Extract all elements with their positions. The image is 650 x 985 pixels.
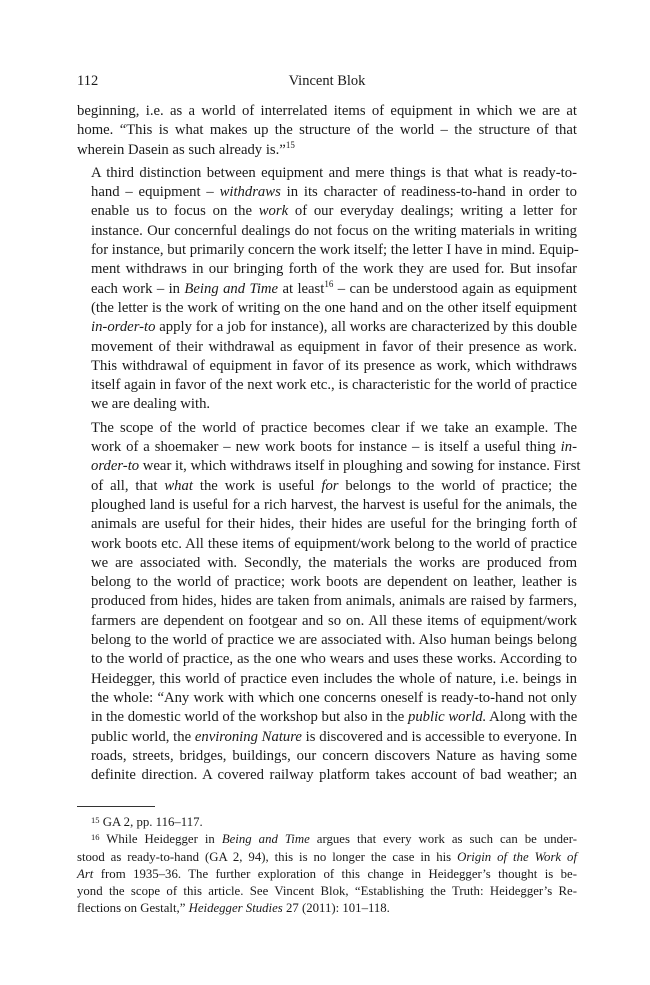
book-title: Art: [77, 866, 94, 881]
text-line: farmers are dependent on footgear and so on. All these items of equipment/work: [91, 612, 577, 629]
text-line: [77, 477, 577, 496]
text-span: apply for a job for instance), all works are characterized by this double: [155, 319, 577, 336]
text-span: in its character of readiness-to-hand in order to: [280, 184, 577, 201]
text-span: wherein Dasein as such already is.”: [77, 141, 286, 158]
text-span: of our everyday dealings; writing a letter for: [288, 203, 577, 220]
text-line: (the letter is the work of writing on the one hand and on the other itself equipment: [91, 299, 577, 316]
text-span: Along with the: [486, 709, 578, 726]
emphasis: what: [164, 477, 193, 494]
page-header: [77, 73, 577, 93]
paragraph-2: [77, 164, 577, 415]
text-line: movement of their withdrawal as equipment in favor of their presence as work.: [91, 338, 577, 355]
paragraph-3: [77, 419, 581, 786]
text-span: enable us to focus on the: [91, 203, 259, 220]
emphasis: order-to: [91, 458, 140, 475]
emphasis: for: [321, 477, 339, 494]
emphasis: environing Nature: [194, 728, 302, 745]
text-span: in the domestic world of the workshop but also in the: [91, 709, 408, 726]
text-span: hand – equipment –: [91, 184, 220, 201]
text-line: [77, 280, 577, 299]
text-span: flections on Gestalt,”: [77, 901, 189, 916]
text-span: stood as ready-to-hand (GA 2, 94), this is no longer the case in his: [77, 849, 458, 864]
text-span: work of a shoemaker – new work boots for instance – is itself a useful thing: [91, 439, 561, 456]
text-line: roads, streets, bridges, buildings, our concern discovers Nature as having some: [91, 747, 577, 764]
book-title: Being and Time: [221, 832, 310, 847]
running-head: Vincent Blok: [288, 73, 366, 89]
text-span: – can be understood again as equipment: [333, 280, 577, 297]
text-line: work boots etc. All these items of equipment/work belong to the world of practice: [91, 535, 577, 552]
text-span: each work – in: [91, 280, 185, 297]
text-line: This withdrawal of equipment in favor of its presence as work, which withdraws: [91, 357, 577, 374]
text-line: yond the scope of this article. See Vincent Blok, “Establishing the Truth: Heidegger’s Re-: [77, 884, 577, 899]
emphasis: in-order-to: [91, 319, 156, 336]
emphasis: work: [258, 203, 289, 220]
text-line: Heidegger, this world of practice even includes the whole of nature, i.e. beings in: [91, 670, 577, 687]
text-line: beginning, i.e. as a world of interrelated items of equipment in which we are at: [77, 103, 577, 119]
text-line: for instance, but primarily concern the work itself; the letter I have in mind. Equip-: [91, 242, 579, 259]
text-line: [77, 708, 577, 727]
book-title: Being and Time: [184, 280, 279, 297]
book-title: Origin of the Work of: [457, 849, 577, 864]
text-line: the whole: “Any work with which one concerns oneself is ready-to-hand not only: [91, 689, 577, 706]
footnote-16: [77, 831, 577, 848]
footnote-number: 16: [91, 832, 100, 843]
journal-title: Heidegger Studies: [188, 901, 283, 916]
footnote-number: 15: [91, 815, 100, 825]
text-span: is discovered and is accessible to everyone. In: [301, 728, 578, 745]
text-span: the work is useful: [192, 477, 322, 494]
text-line: [77, 728, 577, 747]
footnote-text: GA 2, pp. 116–117.: [102, 815, 203, 829]
text-line: home. “This is what makes up the structure of the world – the structure of that: [77, 122, 577, 139]
emphasis: in-: [560, 439, 577, 456]
text-line: we are dealing with.: [91, 396, 211, 413]
paragraph-1: [77, 102, 577, 160]
text-span: public world, the: [91, 728, 195, 745]
text-line: A third distinction between equipment and mere things is that what is ready-to-: [91, 164, 577, 181]
text-line: [77, 318, 577, 337]
text-line: produced from hides, hides are taken from animals, animals are raised by farmers,: [91, 593, 577, 610]
footnote-ref-16[interactable]: 16: [324, 278, 334, 289]
text-span: wear it, which withdraws itself in ploughing and sowing for instance. First: [139, 458, 581, 475]
footnotes: [77, 814, 577, 918]
text-line: we are associated with. Secondly, the materials the works are produced from: [91, 554, 577, 571]
footnote-rule: [77, 806, 155, 807]
text-span: argues that every work as such can be under-: [309, 832, 577, 847]
emphasis: withdraws: [219, 184, 281, 201]
footnote-ref-15[interactable]: 15: [285, 139, 295, 150]
text-line: The scope of the world of practice becomes clear if we take an example. The: [91, 419, 577, 436]
text-line: belong to the world of practice we are associated with. Also human beings belong: [91, 632, 577, 649]
text-line: itself again in favor of the next work etc., is characteristic for the world of practice: [91, 377, 577, 394]
text-line: [77, 202, 577, 221]
text-line: animals are useful for their hides, their hides are useful for the bringing forth of: [91, 516, 577, 533]
text-line: to the world of practice, as the one who wears and uses these works. According to: [91, 651, 577, 668]
text-line: [77, 183, 577, 202]
text-span: at least: [278, 280, 325, 297]
text-span: While Heidegger in: [106, 832, 222, 847]
text-line: [77, 849, 577, 866]
text-line: [77, 457, 581, 476]
text-line: ment withdraws in our bringing forth of the work they are used for. But insofar: [91, 261, 577, 278]
text-line: [77, 141, 577, 160]
text-line: ploughed land is useful for a rich harvest, the harvest is useful for the animals, the: [91, 496, 577, 513]
text-span: belongs to the world of practice; the: [338, 477, 577, 494]
page-number: 112: [77, 73, 99, 89]
text-line: [77, 866, 577, 883]
text-line: [77, 900, 577, 917]
text-line: definite direction. A covered railway platform takes account of bad weather; an: [91, 767, 577, 784]
body-text: [77, 102, 581, 785]
text-line: [77, 438, 577, 457]
text-line: instance. Our concernful dealings do not focus on the writing materials in writing: [91, 222, 577, 239]
text-span: of all, that: [91, 477, 165, 494]
text-span: from 1935–36. The further exploration of this change in Heidegger’s thought is be-: [93, 866, 577, 881]
text-line: belong to the world of practice; work boots are dependent on leather, leather is: [91, 574, 577, 591]
text-span: 27 (2011): 101–118.: [282, 901, 390, 916]
emphasis: public world.: [407, 709, 487, 726]
footnote-15: [77, 814, 577, 831]
